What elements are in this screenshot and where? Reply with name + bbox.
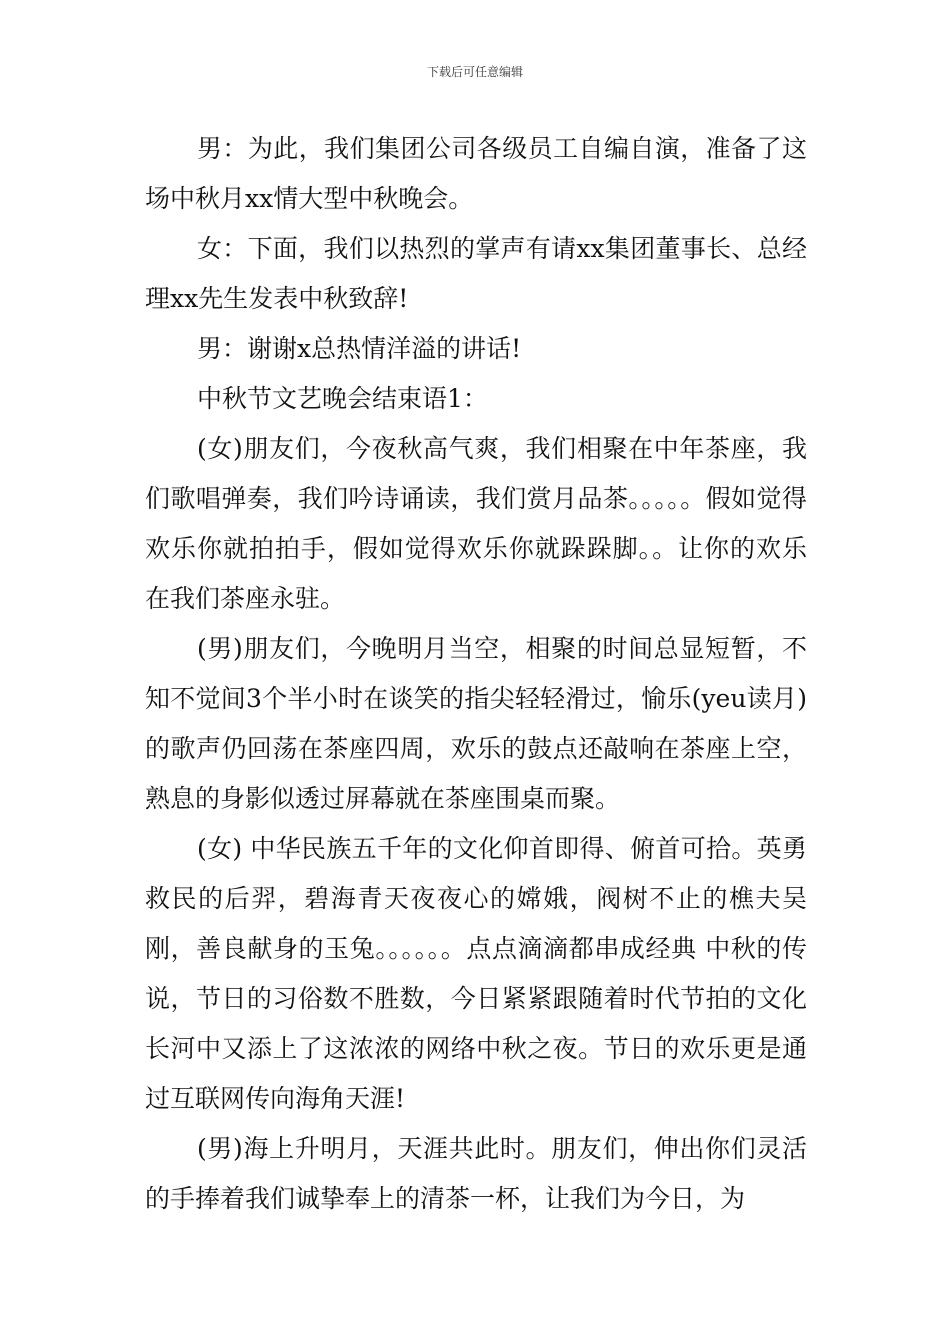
paragraph: 女：下面，我们以热烈的掌声有请xx集团董事长、总经理xx先生发表中秋致辞! xyxy=(145,234,807,313)
paragraph: (男)海上升明月，天涯共此时。朋友们，伸出你们灵活的手捧着我们诚挚奉上的清茶一杯，让我们为今日，为 xyxy=(145,1134,807,1213)
paragraph: (女) 中华民族五千年的文化仰首即得、俯首可拾。英勇救民的后羿，碧海青天夜夜心的嫦娥，阀树不止的樵夫吴刚，善良献身的玉兔。。。。。。点点滴滴都串成经典 中秋的传说，节日的习俗数不胜数，今日紧紧跟随着时代节拍的文化长河中又添上了这浓浓的网络中秋之夜。节日的欢乐更是通过互联网传向海角天涯! xyxy=(145,834,807,1113)
page-header: 下载后可任意编辑 xyxy=(426,65,523,79)
paragraph: 男：谢谢x总热情洋溢的讲话! xyxy=(197,334,522,363)
paragraph: 男：为此，我们集团公司各级员工自编自演，准备了这场中秋月xx情大型中秋晚会。 xyxy=(145,134,807,213)
paragraph: (男)朋友们，今晚明月当空，相聚的时间总显短暂，不知不觉间3个半小时在谈笑的指尖轻轻滑过，愉乐(yeu读月)的歌声仍回荡在茶座四周，欢乐的鼓点还敲响在茶座上空，熟息的身影似透过屏幕就在茶座围桌而聚。 xyxy=(145,634,807,813)
paragraph: 中秋节文艺晚会结束语1： xyxy=(197,384,488,413)
paragraph: (女)朋友们，今夜秋高气爽，我们相聚在中年茶座，我们歌唱弹奏，我们吟诗诵读，我们赏月品茶。。。。。假如觉得欢乐你就拍拍手，假如觉得欢乐你就跺跺脚。。让你的欢乐在我们茶座永驻。 xyxy=(145,434,807,613)
document-body xyxy=(145,124,807,1224)
